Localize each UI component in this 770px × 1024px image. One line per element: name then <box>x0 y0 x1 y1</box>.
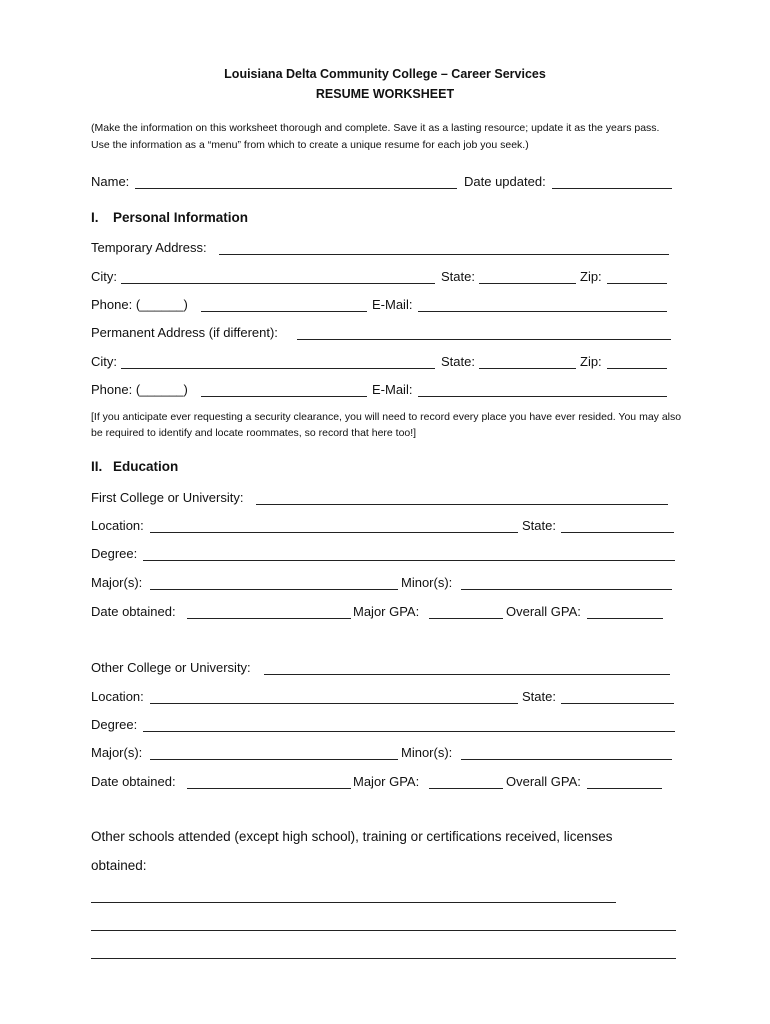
other-location-field[interactable] <box>150 703 518 704</box>
email-label: E-Mail: <box>372 382 413 397</box>
date-obtained-label: Date obtained: <box>91 774 176 789</box>
other-major-row <box>91 743 681 763</box>
security-clearance-note: [If you anticipate ever requesting a security clearance, you will need to record every place you have ever resided. You may also be required to identify and locate roommates, so record that here too!] <box>91 411 682 439</box>
first-college-field[interactable] <box>256 504 668 505</box>
degree-label: Degree: <box>91 717 138 732</box>
other-college-field[interactable] <box>264 674 670 675</box>
permanent-zip-field[interactable] <box>607 368 667 369</box>
first-degree-field[interactable] <box>143 560 675 561</box>
other-degree-field[interactable] <box>143 731 675 732</box>
date-updated-field[interactable] <box>552 188 672 189</box>
permanent-address-label: Permanent Address (if different): <box>91 325 278 340</box>
other-college-row <box>91 658 681 678</box>
other-major-gpa-field[interactable] <box>429 788 503 789</box>
phone-label: Phone: (______) <box>91 297 188 312</box>
document-title: Louisiana Delta Community College – Career Services <box>224 67 546 81</box>
location-label: Location: <box>91 518 144 533</box>
first-minors-field[interactable] <box>461 589 672 590</box>
first-degree-row <box>91 544 681 564</box>
permanent-address-row <box>91 323 681 343</box>
temporary-address-row <box>91 238 681 258</box>
first-location-row <box>91 516 681 536</box>
temporary-phone-field[interactable] <box>201 311 367 312</box>
section-number: I. <box>91 210 99 225</box>
other-minors-field[interactable] <box>461 759 672 760</box>
temporary-address-field[interactable] <box>219 254 669 255</box>
state-label: State: <box>441 269 475 284</box>
other-schools-line[interactable] <box>91 902 616 903</box>
other-majors-field[interactable] <box>150 759 398 760</box>
majors-label: Major(s): <box>91 575 143 590</box>
temporary-city-field[interactable] <box>121 283 435 284</box>
overall-gpa-label: Overall GPA: <box>506 604 581 619</box>
other-date-gpa-row <box>91 772 681 792</box>
section-title: Education <box>113 459 179 474</box>
first-major-row <box>91 573 681 593</box>
first-date-gpa-row <box>91 602 681 622</box>
location-label: Location: <box>91 689 144 704</box>
name-field[interactable] <box>135 188 457 189</box>
state-label: State: <box>522 689 556 704</box>
other-location-row <box>91 687 681 707</box>
first-major-gpa-field[interactable] <box>429 618 503 619</box>
section-number: II. <box>91 459 103 474</box>
temporary-city-row <box>91 267 681 287</box>
other-overall-gpa-field[interactable] <box>587 788 662 789</box>
date-obtained-label: Date obtained: <box>91 604 176 619</box>
first-overall-gpa-field[interactable] <box>587 618 663 619</box>
section-personal-heading <box>91 210 248 225</box>
first-college-label: First College or University: <box>91 490 244 505</box>
permanent-city-field[interactable] <box>121 368 435 369</box>
minors-label: Minor(s): <box>401 575 453 590</box>
major-gpa-label: Major GPA: <box>353 604 420 619</box>
first-location-field[interactable] <box>150 532 518 533</box>
minors-label: Minor(s): <box>401 745 453 760</box>
other-schools-prompt: Other schools attended (except high school), training or certifications received, licenses <box>91 829 613 844</box>
state-label: State: <box>441 354 475 369</box>
permanent-phone-row <box>91 380 681 400</box>
first-state-field[interactable] <box>561 532 674 533</box>
temporary-zip-field[interactable] <box>607 283 667 284</box>
date-updated-label: Date updated: <box>464 174 546 189</box>
temporary-email-field[interactable] <box>418 311 667 312</box>
temporary-state-field[interactable] <box>479 283 576 284</box>
other-schools-line[interactable] <box>91 930 676 931</box>
permanent-email-field[interactable] <box>418 396 667 397</box>
state-label: State: <box>522 518 556 533</box>
document-subtitle: RESUME WORKSHEET <box>315 87 455 101</box>
other-degree-row <box>91 715 681 735</box>
permanent-address-field[interactable] <box>297 339 671 340</box>
permanent-state-field[interactable] <box>479 368 576 369</box>
majors-label: Major(s): <box>91 745 143 760</box>
other-state-field[interactable] <box>561 703 674 704</box>
major-gpa-label: Major GPA: <box>353 774 420 789</box>
city-label: City: <box>91 354 117 369</box>
first-date-obtained-field[interactable] <box>187 618 351 619</box>
temporary-phone-row <box>91 295 681 315</box>
section-education-heading <box>91 459 178 474</box>
permanent-phone-field[interactable] <box>201 396 367 397</box>
zip-label: Zip: <box>580 269 602 284</box>
other-schools-line[interactable] <box>91 958 676 959</box>
name-row <box>91 172 681 192</box>
name-label: Name: <box>91 174 130 189</box>
first-majors-field[interactable] <box>150 589 398 590</box>
degree-label: Degree: <box>91 546 138 561</box>
email-label: E-Mail: <box>372 297 413 312</box>
intro-instructions: (Make the information on this worksheet thorough and complete. Save it as a lasting resource; update it as the years pass. Use the information as a “menu” from which to create a unique resume for each job you seek.) <box>91 122 660 151</box>
section-title: Personal Information <box>113 210 249 225</box>
other-date-obtained-field[interactable] <box>187 788 351 789</box>
other-college-label: Other College or University: <box>91 660 251 675</box>
phone-label: Phone: (______) <box>91 382 188 397</box>
city-label: City: <box>91 269 117 284</box>
permanent-city-row <box>91 352 681 372</box>
temporary-address-label: Temporary Address: <box>91 240 207 255</box>
other-schools-prompt-cont: obtained: <box>91 858 147 873</box>
overall-gpa-label: Overall GPA: <box>506 774 581 789</box>
zip-label: Zip: <box>580 354 602 369</box>
first-college-row <box>91 488 681 508</box>
